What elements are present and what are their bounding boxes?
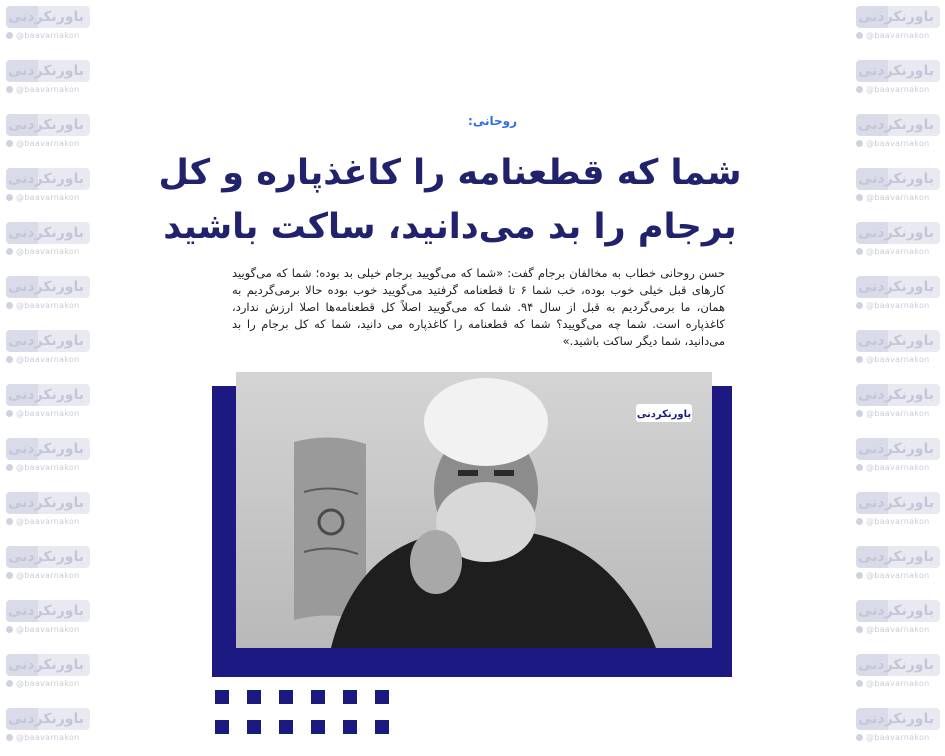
watermark-logo bbox=[6, 438, 90, 460]
news-photo bbox=[236, 372, 712, 648]
watermark-column-right bbox=[850, 0, 945, 756]
watermark-logo bbox=[6, 384, 90, 406]
watermark-logo bbox=[6, 654, 90, 676]
person-turban bbox=[424, 378, 548, 466]
watermark-logo bbox=[856, 384, 940, 406]
social-icon bbox=[6, 572, 13, 579]
watermark-tile bbox=[6, 544, 92, 586]
watermark-logo-text: باورنکردنی bbox=[858, 9, 934, 25]
watermark-logo-text: باورنکردنی bbox=[858, 657, 934, 673]
watermark-handle: @baavarnakon bbox=[6, 517, 90, 529]
watermark-handle: @baavarnakon bbox=[856, 247, 940, 259]
watermark-tile bbox=[6, 112, 92, 154]
watermark-logo bbox=[6, 6, 90, 28]
decorative-dot bbox=[343, 690, 357, 704]
decorative-dot bbox=[375, 720, 389, 734]
kicker-label: روحانی: bbox=[468, 114, 517, 128]
watermark-tile bbox=[6, 166, 92, 208]
watermark-tile bbox=[856, 4, 942, 46]
person-eye-right bbox=[494, 470, 514, 476]
photo-logo-text: باورنکردنی bbox=[636, 409, 692, 420]
watermark-logo-text: باورنکردنی bbox=[858, 549, 934, 565]
decorative-dot bbox=[279, 720, 293, 734]
watermark-logo bbox=[6, 222, 90, 244]
social-icon bbox=[6, 464, 13, 471]
decorative-dot bbox=[215, 720, 229, 734]
decorative-dot bbox=[247, 720, 261, 734]
watermark-logo-text: باورنکردنی bbox=[8, 63, 84, 79]
watermark-handle: @baavarnakon bbox=[6, 463, 90, 475]
watermark-handle: @baavarnakon bbox=[856, 355, 940, 367]
watermark-logo-text: باورنکردنی bbox=[858, 171, 934, 187]
watermark-handle: @baavarnakon bbox=[6, 571, 90, 583]
watermark-tile bbox=[6, 490, 92, 532]
watermark-logo-text: باورنکردنی bbox=[858, 117, 934, 133]
social-icon bbox=[856, 572, 863, 579]
watermark-logo-text: باورنکردنی bbox=[8, 495, 84, 511]
watermark-tile bbox=[6, 598, 92, 640]
social-icon bbox=[6, 410, 13, 417]
watermark-logo bbox=[6, 276, 90, 298]
watermark-tile bbox=[6, 706, 92, 748]
watermark-logo-text: باورنکردنی bbox=[858, 225, 934, 241]
watermark-tile bbox=[6, 436, 92, 478]
watermark-logo-text: باورنکردنی bbox=[858, 603, 934, 619]
watermark-tile bbox=[856, 220, 942, 262]
watermark-handle: @baavarnakon bbox=[856, 31, 940, 43]
watermark-column-left bbox=[0, 0, 95, 756]
watermark-tile bbox=[856, 274, 942, 316]
watermark-logo-text: باورنکردنی bbox=[858, 495, 934, 511]
social-icon bbox=[6, 734, 13, 741]
decorative-dot bbox=[311, 690, 325, 704]
social-icon bbox=[856, 140, 863, 147]
social-icon bbox=[6, 248, 13, 255]
watermark-tile bbox=[856, 490, 942, 532]
watermark-logo-text: باورنکردنی bbox=[858, 711, 934, 727]
watermark-handle: @baavarnakon bbox=[856, 409, 940, 421]
watermark-tile bbox=[856, 166, 942, 208]
social-icon bbox=[6, 194, 13, 201]
watermark-handle: @baavarnakon bbox=[6, 31, 90, 43]
watermark-tile bbox=[6, 652, 92, 694]
watermark-tile bbox=[856, 328, 942, 370]
watermark-handle: @baavarnakon bbox=[856, 139, 940, 151]
social-icon bbox=[6, 680, 13, 687]
watermark-handle: @baavarnakon bbox=[6, 301, 90, 313]
watermark-handle: @baavarnakon bbox=[6, 679, 90, 691]
social-icon bbox=[856, 464, 863, 471]
watermark-logo-text: باورنکردنی bbox=[858, 279, 934, 295]
watermark-handle: @baavarnakon bbox=[856, 625, 940, 637]
watermark-logo-text: باورنکردنی bbox=[858, 387, 934, 403]
watermark-handle: @baavarnakon bbox=[856, 85, 940, 97]
watermark-handle: @baavarnakon bbox=[6, 733, 90, 745]
photo-illustration bbox=[236, 372, 712, 648]
watermark-logo bbox=[856, 6, 940, 28]
watermark-handle: @baavarnakon bbox=[6, 247, 90, 259]
social-icon bbox=[856, 302, 863, 309]
watermark-handle: @baavarnakon bbox=[6, 85, 90, 97]
watermark-logo bbox=[6, 492, 90, 514]
social-icon bbox=[6, 140, 13, 147]
watermark-handle: @baavarnakon bbox=[856, 463, 940, 475]
watermark-logo-text: باورنکردنی bbox=[8, 9, 84, 25]
watermark-logo bbox=[6, 546, 90, 568]
headline-line-1: شما که قطعنامه را کاغذپاره و کل bbox=[158, 153, 742, 193]
quote-paragraph: حسن روحانی خطاب به مخالفان برجام گفت: «شما که می‌گویید برجام خیلی بد بوده؛ شما که می‌گویید کارهای قبل خیلی خوب بوده، خب شما ۶ تا قطعنامه گرفتید می‌گویید خوب بوده حالا برمی‌گردیم به همان، ما برمی‌گردیم به قبل از سال ۹۴. شما که می‌گویید اصلاً کل قطعنامه‌ها اصلا ارزش ندارد، کاغذپاره است. شما چه می‌گویید؟ شما که قطعنامه را کاغذپاره می دانید، شما که کل برجام را بد می‌دانید، شما دیگر ساکت باشید.» bbox=[232, 266, 726, 348]
social-icon bbox=[856, 518, 863, 525]
watermark-logo bbox=[6, 708, 90, 730]
watermark-logo-text: باورنکردنی bbox=[8, 711, 84, 727]
watermark-logo-text: باورنکردنی bbox=[8, 549, 84, 565]
social-icon bbox=[856, 32, 863, 39]
watermark-logo bbox=[856, 168, 940, 190]
watermark-logo-text: باورنکردنی bbox=[8, 657, 84, 673]
decorative-dot bbox=[247, 690, 261, 704]
social-icon bbox=[856, 194, 863, 201]
social-icon bbox=[856, 626, 863, 633]
watermark-tile bbox=[6, 328, 92, 370]
watermark-logo bbox=[6, 330, 90, 352]
watermark-tile bbox=[6, 58, 92, 100]
watermark-logo-text: باورنکردنی bbox=[858, 441, 934, 457]
social-icon bbox=[856, 248, 863, 255]
watermark-handle: @baavarnakon bbox=[6, 139, 90, 151]
watermark-tile bbox=[856, 544, 942, 586]
watermark-handle: @baavarnakon bbox=[856, 517, 940, 529]
social-icon bbox=[856, 734, 863, 741]
decorative-dot bbox=[343, 720, 357, 734]
social-icon bbox=[6, 626, 13, 633]
decorative-dot-grid bbox=[215, 690, 395, 740]
watermark-logo-text: باورنکردنی bbox=[8, 333, 84, 349]
watermark-logo bbox=[856, 708, 940, 730]
watermark-tile bbox=[6, 220, 92, 262]
watermark-logo bbox=[856, 60, 940, 82]
social-icon bbox=[6, 356, 13, 363]
watermark-tile bbox=[856, 598, 942, 640]
watermark-handle: @baavarnakon bbox=[856, 679, 940, 691]
person-hand bbox=[410, 530, 462, 594]
watermark-logo-text: باورنکردنی bbox=[8, 117, 84, 133]
watermark-tile bbox=[6, 274, 92, 316]
watermark-tile bbox=[856, 112, 942, 154]
watermark-logo bbox=[6, 114, 90, 136]
social-icon bbox=[856, 410, 863, 417]
watermark-logo-text: باورنکردنی bbox=[8, 603, 84, 619]
watermark-logo bbox=[856, 276, 940, 298]
watermark-logo-text: باورنکردنی bbox=[8, 279, 84, 295]
watermark-tile bbox=[856, 58, 942, 100]
watermark-logo bbox=[856, 600, 940, 622]
watermark-logo bbox=[856, 492, 940, 514]
watermark-tile bbox=[856, 652, 942, 694]
watermark-logo bbox=[856, 114, 940, 136]
social-icon bbox=[6, 86, 13, 93]
social-icon bbox=[856, 356, 863, 363]
watermark-handle: @baavarnakon bbox=[6, 409, 90, 421]
watermark-handle: @baavarnakon bbox=[856, 193, 940, 205]
watermark-logo-text: باورنکردنی bbox=[8, 441, 84, 457]
decorative-dot bbox=[311, 720, 325, 734]
social-icon bbox=[856, 86, 863, 93]
social-icon bbox=[856, 680, 863, 687]
watermark-handle: @baavarnakon bbox=[6, 355, 90, 367]
watermark-handle: @baavarnakon bbox=[6, 625, 90, 637]
decorative-dot bbox=[375, 690, 389, 704]
watermark-logo-text: باورنکردنی bbox=[858, 333, 934, 349]
watermark-logo bbox=[856, 330, 940, 352]
watermark-logo bbox=[856, 546, 940, 568]
watermark-tile bbox=[856, 706, 942, 748]
watermark-tile bbox=[6, 382, 92, 424]
watermark-tile bbox=[856, 436, 942, 478]
decorative-dot bbox=[279, 690, 293, 704]
headline-line-2: برجام را بد می‌دانید، ساکت باشید bbox=[163, 207, 737, 247]
decorative-dot bbox=[215, 690, 229, 704]
social-icon bbox=[6, 518, 13, 525]
watermark-logo-text: باورنکردنی bbox=[858, 63, 934, 79]
headline bbox=[150, 146, 750, 254]
watermark-logo bbox=[856, 654, 940, 676]
watermark-handle: @baavarnakon bbox=[856, 571, 940, 583]
watermark-tile bbox=[856, 382, 942, 424]
watermark-handle: @baavarnakon bbox=[856, 733, 940, 745]
watermark-tile bbox=[6, 4, 92, 46]
watermark-logo-text: باورنکردنی bbox=[8, 171, 84, 187]
watermark-logo bbox=[856, 222, 940, 244]
watermark-logo bbox=[6, 600, 90, 622]
watermark-logo bbox=[6, 60, 90, 82]
person-eye-left bbox=[458, 470, 478, 476]
watermark-handle: @baavarnakon bbox=[856, 301, 940, 313]
watermark-logo bbox=[6, 168, 90, 190]
social-icon bbox=[6, 302, 13, 309]
watermark-handle: @baavarnakon bbox=[6, 193, 90, 205]
watermark-logo-text: باورنکردنی bbox=[8, 387, 84, 403]
watermark-logo bbox=[856, 438, 940, 460]
watermark-logo-text: باورنکردنی bbox=[8, 225, 84, 241]
social-icon bbox=[6, 32, 13, 39]
